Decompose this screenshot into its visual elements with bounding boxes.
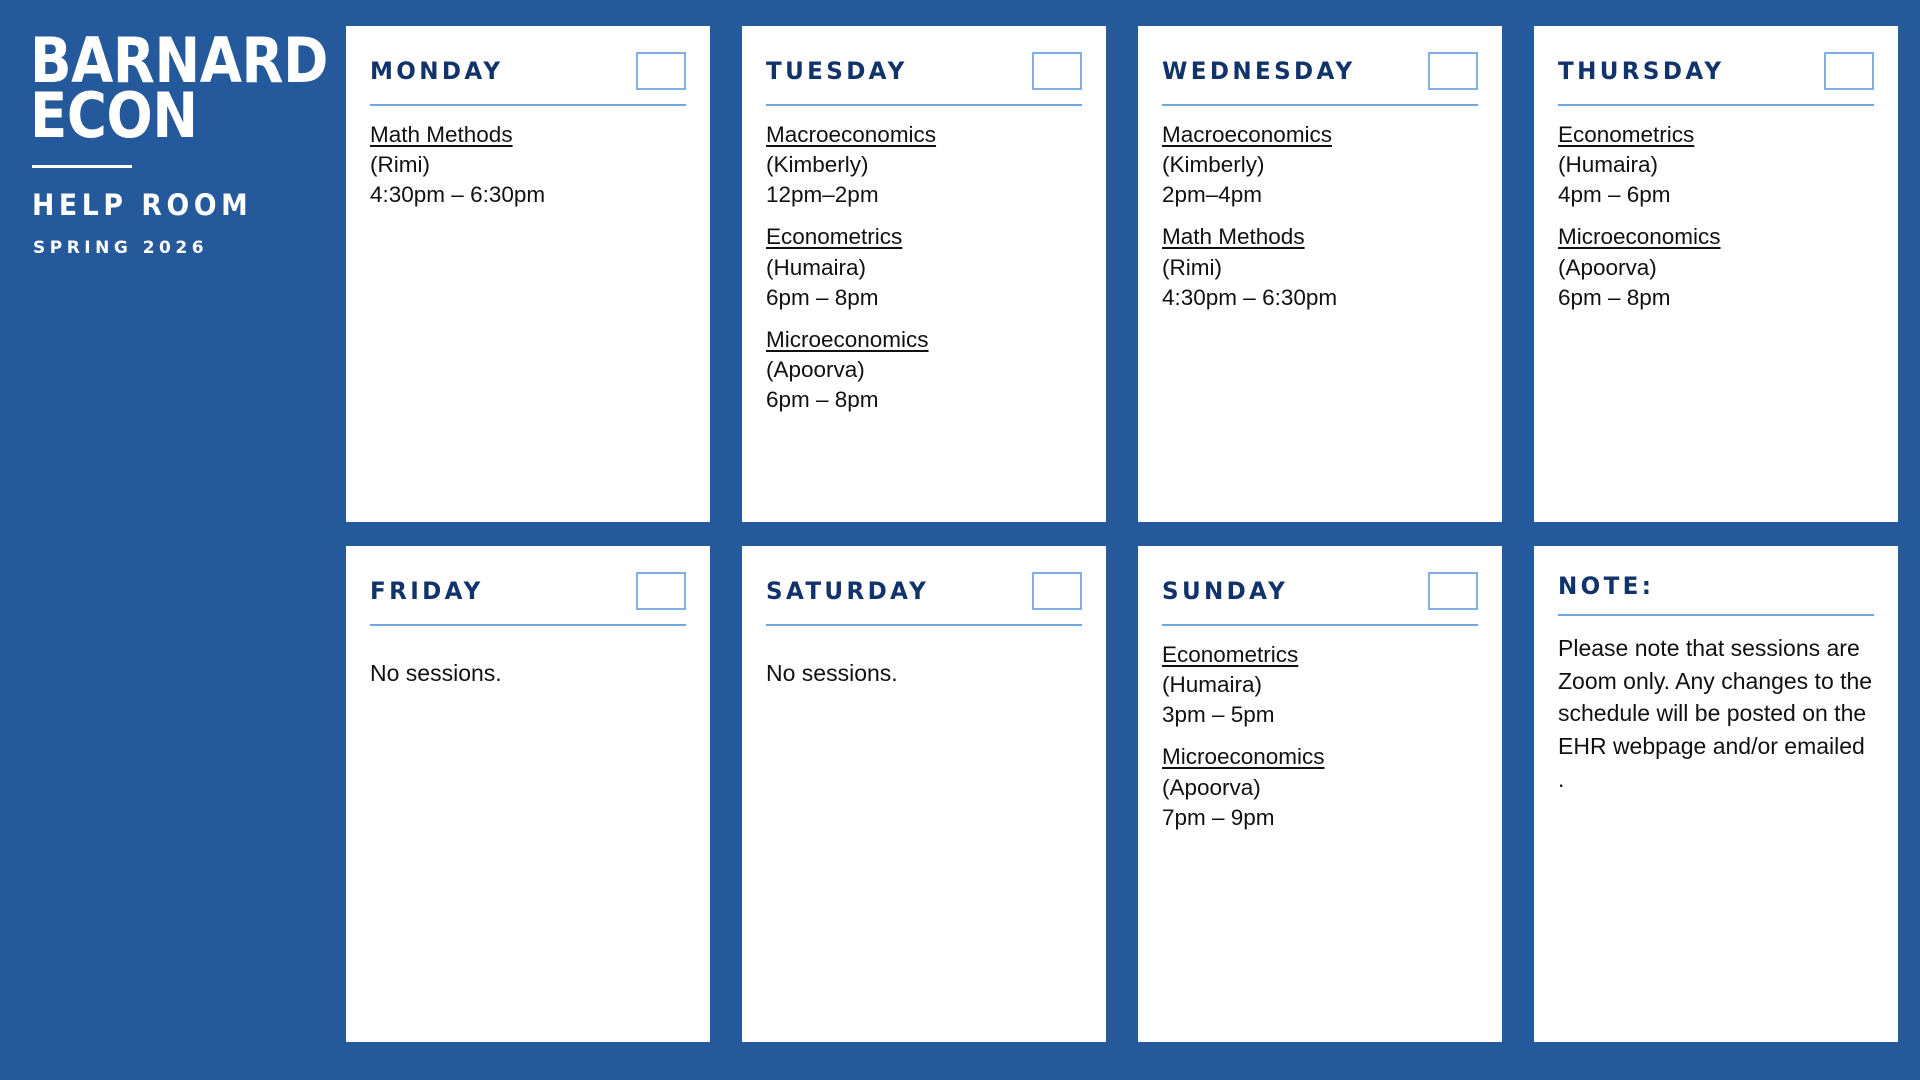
session-item: [766, 120, 1082, 210]
card-header: [1558, 572, 1874, 616]
card-header: [370, 52, 686, 106]
brand-panel: [22, 24, 328, 1042]
card-header: [1558, 52, 1874, 106]
session-time: 6pm – 8pm: [1558, 284, 1671, 310]
session-course: Microeconomics: [1162, 744, 1325, 770]
day-title-tuesday: TUESDAY: [766, 57, 908, 85]
card-body: [370, 106, 686, 210]
session-instructor: (Kimberly): [766, 152, 869, 178]
brand-term: SPRING 2026: [33, 238, 209, 259]
brand-title: [30, 24, 328, 152]
checkbox-icon[interactable]: [1032, 52, 1082, 90]
day-title-sunday: SUNDAY: [1162, 577, 1289, 605]
no-sessions-text: No sessions.: [370, 660, 502, 686]
session-item: [1162, 640, 1478, 730]
session-item: [1558, 222, 1874, 312]
session-time: 7pm – 9pm: [1162, 804, 1275, 830]
session-instructor: (Apoorva): [1162, 774, 1261, 800]
day-card-grid: [346, 26, 1898, 1042]
no-sessions-text: No sessions.: [766, 660, 898, 686]
session-instructor: (Apoorva): [1558, 254, 1657, 280]
checkbox-icon[interactable]: [636, 572, 686, 610]
session-item: [1162, 222, 1478, 312]
checkbox-icon[interactable]: [1032, 572, 1082, 610]
session-instructor: (Rimi): [1162, 254, 1222, 280]
session-instructor: (Humaira): [1162, 672, 1263, 698]
card-body: [766, 106, 1082, 415]
checkbox-icon[interactable]: [1824, 52, 1874, 90]
day-card-thursday: [1534, 26, 1898, 522]
session-item: [370, 120, 686, 210]
brand-subtitle: HELP ROOM: [32, 188, 253, 223]
day-card-tuesday: [742, 26, 1106, 522]
session-course: Microeconomics: [766, 326, 929, 352]
checkbox-icon[interactable]: [1428, 572, 1478, 610]
day-title-monday: MONDAY: [370, 57, 504, 85]
session-instructor: (Humaira): [766, 254, 867, 280]
card-body: [766, 626, 1082, 689]
session-time: 6pm – 8pm: [766, 284, 879, 310]
note-title: NOTE:: [1558, 572, 1655, 600]
day-card-friday: [346, 546, 710, 1042]
card-header: [1162, 52, 1478, 106]
note-body: Please note that sessions are Zoom only. Any changes to the schedule will be posted on the EHR webpage and/or emailed .: [1558, 635, 1873, 792]
session-item: [1162, 742, 1478, 832]
session-item: [1162, 120, 1478, 210]
day-card-saturday: [742, 546, 1106, 1042]
card-body: [1162, 626, 1478, 833]
card-header: [766, 572, 1082, 626]
checkbox-icon[interactable]: [1428, 52, 1478, 90]
brand-title-line1: BARNARD: [30, 24, 328, 97]
day-title-thursday: THURSDAY: [1558, 57, 1725, 85]
session-course: Econometrics: [1558, 122, 1695, 147]
session-time: 4:30pm – 6:30pm: [370, 182, 546, 208]
session-course: Macroeconomics: [1162, 122, 1333, 147]
card-body: [1558, 106, 1874, 313]
note-card: [1534, 546, 1898, 1042]
session-course: Microeconomics: [1558, 224, 1721, 250]
day-card-monday: [346, 26, 710, 522]
session-course: Econometrics: [1162, 642, 1299, 667]
session-time: 2pm–4pm: [1162, 182, 1263, 208]
session-time: 3pm – 5pm: [1162, 702, 1275, 728]
session-item: [766, 325, 1082, 415]
session-course: Macroeconomics: [766, 122, 937, 147]
session-instructor: (Humaira): [1558, 152, 1659, 178]
day-title-saturday: SATURDAY: [766, 577, 930, 605]
day-card-wednesday: [1138, 26, 1502, 522]
brand-title-line2: ECON: [30, 78, 198, 152]
session-time: 12pm–2pm: [766, 182, 879, 208]
session-course: Econometrics: [766, 224, 903, 250]
checkbox-icon[interactable]: [636, 52, 686, 90]
card-header: [766, 52, 1082, 106]
session-time: 4pm – 6pm: [1558, 182, 1671, 208]
card-header: [370, 572, 686, 626]
session-course: Math Methods: [370, 122, 513, 147]
day-title-friday: FRIDAY: [370, 577, 484, 605]
card-header: [1162, 572, 1478, 626]
session-course: Math Methods: [1162, 224, 1305, 250]
brand-divider: [32, 165, 132, 168]
session-instructor: (Apoorva): [766, 356, 865, 382]
session-instructor: (Kimberly): [1162, 152, 1265, 178]
day-card-sunday: [1138, 546, 1502, 1042]
session-item: [1558, 120, 1874, 210]
session-time: 6pm – 8pm: [766, 387, 879, 413]
session-time: 4:30pm – 6:30pm: [1162, 284, 1338, 310]
card-body: [1162, 106, 1478, 313]
day-title-wednesday: WEDNESDAY: [1162, 57, 1356, 85]
card-body: [370, 626, 686, 689]
session-item: [766, 222, 1082, 312]
session-instructor: (Rimi): [370, 152, 430, 178]
